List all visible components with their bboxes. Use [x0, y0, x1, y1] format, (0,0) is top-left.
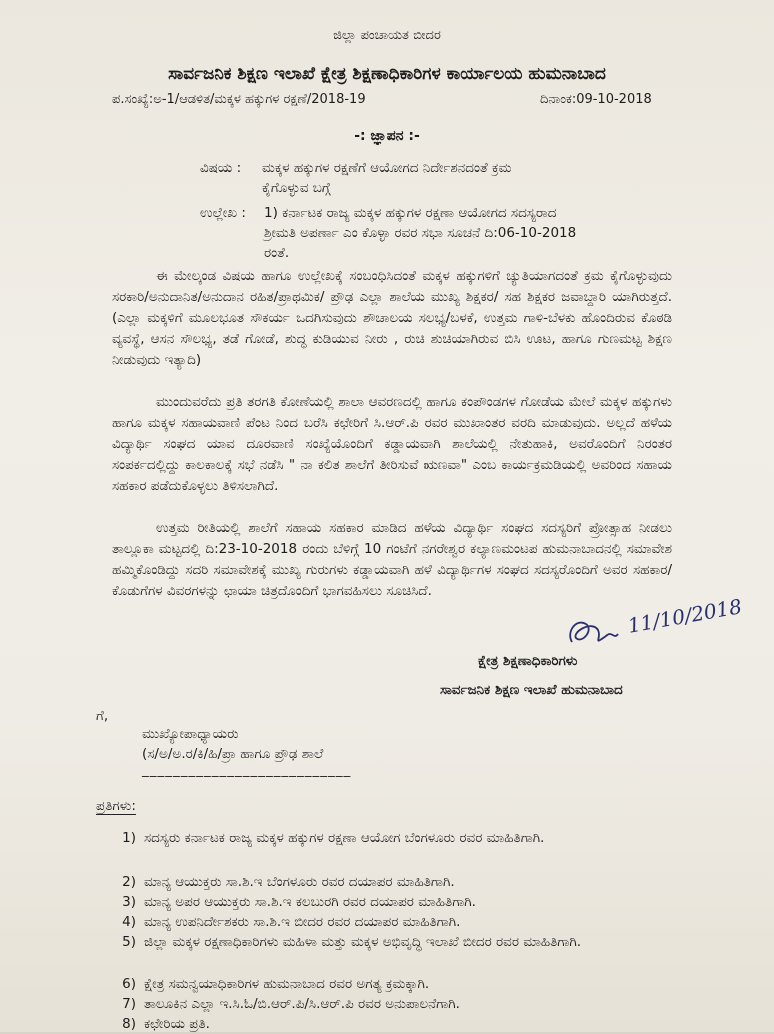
signatory-designation: ಕ್ಷೇತ್ರ ಶಿಕ್ಷಣಾಧಿಕಾರಿಗಳು — [478, 653, 578, 669]
office-name-heading: ಸಾರ್ವಜನಿಕ ಶಿಕ್ಷಣ ಇಲಾಖೆ ಕ್ಷೇತ್ರ ಶಿಕ್ಷಣಾಧಿಕಾರಿಗಳ ಕಾರ್ಯಾಲಯ ಹುಮನಾಬಾದ — [168, 64, 606, 84]
office-district-line: ಜಿಲ್ಲಾ ಪಂಚಾಯತ ಬೀದರ — [333, 28, 441, 43]
to-label: ಗೆ, — [96, 708, 109, 724]
body-paragraph-3: ಉತ್ತಮ ರೀತಿಯಲ್ಲಿ ಶಾಲೆಗೆ ಸಹಾಯ ಸಹಕಾರ ಮಾಡಿದ ಹಳೆಯ ವಿದ್ಯಾರ್ಥಿ ಸಂಘದ ಸದಸ್ಯರಿಗೆ ಪ್ರೋತ್ಸಾಹ ನೀಡಲು ತಾಲ್ಲೂಕಾ ಮಟ್ಟದಲ್ಲಿ ದಿ:23-10-2018 ರಂದು ಬೆಳಿಗ್ಗೆ 10 ಗಂಟೆಗೆ ನಗರೇಶ್ವರ ಕಲ್ಯಾಣಮಂಟಪ ಹುಮನಾಬಾದನಲ್ಲಿ ಸಮಾವೇಶ ಹಮ್ಮಿಕೊಂಡಿದ್ದು ಸದರಿ ಸಮಾವೇಶಕ್ಕೆ ಮುಖ್ಯ ಗುರುಗಳು ಕಡ್ಡಾಯವಾಗಿ ಹಳೆ ವಿದ್ಯಾರ್ಥಿಗಳ ಸಂಘದ ಸದಸ್ಯರೊಂದಿಗೆ ಅವರ ಸಹಕಾರ/ಕೊಡುಗೆಗಳ ವಿವರಗಳನ್ನು ಛಾಯಾ ಚಿತ್ರದೊಂದಿಗೆ ಭಾಗವಹಿಸಲು ಸೂಚಿಸಿದೆ. — [112, 520, 672, 599]
recipient: ಮುಖ್ಯೋಪಾಧ್ಯಾಯರು — [142, 726, 239, 742]
copy-item-number: 3) — [122, 894, 136, 910]
reference-line-1: 1) ಕರ್ನಾಟಕ ರಾಜ್ಯ ಮಕ್ಕಳ ಹಕ್ಕುಗಳ ರಕ್ಷಣಾ ಆಯೋಗದ ಸದಸ್ಯರಾದ — [264, 205, 557, 221]
recipient-blank-line: ___________________________ — [142, 762, 352, 778]
signatory-office: ಸಾರ್ವಜನಿಕ ಶಿಕ್ಷಣ ಇಲಾಖೆ ಹುಮನಾಬಾದ — [440, 682, 623, 698]
recipient-schools: (ಸ/ಅ/ಅ.ರ/ಕಿ/ಹಿ/ಪ್ರಾ ಹಾಗೂ ಪ್ರೌಢ ಶಾಲೆ — [142, 746, 324, 762]
copy-item-text: ಸದಸ್ಯರು ಕರ್ನಾಟಕ ರಾಜ್ಯ ಮಕ್ಕಳ ಹಕ್ಕುಗಳ ರಕ್ಷಣಾ ಆಯೋಗ ಬೆಂಗಳೂರು ರವರ ಮಾಹಿತಿಗಾಗಿ. — [144, 830, 545, 846]
copy-item-number: 6) — [122, 976, 136, 992]
copy-item-number: 1) — [122, 830, 136, 846]
body-paragraph-2: ಮುಂದುವರೆದು ಪ್ರತಿ ತರಗತಿ ಕೋಣೆಯಲ್ಲಿ ಶಾಲಾ ಆವರಣದಲ್ಲಿ ಹಾಗೂ ಕಂಪೌಂಡಗಳ ಗೋಡೆಯ ಮೇಲೆ ಮಕ್ಕಳ ಹಕ್ಕುಗಳು ಹಾಗೂ ಮಕ್ಕಳ ಸಹಾಯವಾಣಿ ಪೆಂಟ ನಿಂದ ಬರೆಸಿ ಕಛೇರಿಗೆ ಸಿ.ಆರ್.ಪಿ ರವರ ಮುಖಾಂತರ ವರದಿ ಮಾಡುವುದು. ಅಲ್ಲದೆ ಹಳೆಯ ವಿದ್ಯಾರ್ಥಿ ಸಂಘದ ಯಾವ ದೂರವಾಣಿ ಸಂಖ್ಯೆಯೊಂದಿಗೆ ಕಡ್ಡಾಯವಾಗಿ ಶಾಲೆಯಲ್ಲಿ ನೇತುಹಾಕಿ, ಅವರೊಂದಿಗೆ ನಿರಂತರ ಸಂಪರ್ಕದಲ್ಲಿದ್ದು ಕಾಲಕಾಲಕ್ಕೆ ಸಭೆ ನಡೆಸಿ " ನಾ ಕಲಿತ ಶಾಲೆಗೆ ತೀರಿಸುವೆ ಋಣವಾ" ಎಂಬ ಕಾರ್ಯಕ್ರಮಡಿಯಲ್ಲಿ ಅವರಿಂದ ಸಹಾಯ ಸಹಕಾರ ಪಡೆದುಕೊಳ್ಳಲು ತಿಳಿಸಲಾಗಿದೆ. — [112, 394, 672, 494]
reference-line-3: ರಂತೆ. — [264, 245, 290, 261]
copy-item-number: 8) — [122, 1016, 136, 1032]
copy-item-text: ಜಿಲ್ಲಾ ಮಕ್ಕಳ ರಕ್ಷಣಾಧಿಕಾರಿಗಳು ಮಹಿಳಾ ಮತ್ತು ಮಕ್ಕಳ ಅಭಿವೃದ್ಧಿ ಇಲಾಖೆ ಬೀದರ ರವರ ಮಾಹಿತಿಗಾಗಿ. — [144, 934, 582, 950]
document-date: ದಿನಾಂಕ:09-10-2018 — [540, 92, 652, 107]
signature-scribble — [562, 612, 622, 656]
copy-item-text: ಕಛೇರಿಯ ಪ್ರತಿ. — [144, 1016, 210, 1032]
copy-item-number: 2) — [122, 874, 136, 890]
copies-label: ಪ್ರತಿಗಳು: — [96, 798, 136, 814]
subject-label: ವಿಷಯ : — [200, 160, 242, 176]
reference-line-2: ಶ್ರೀಮತಿ ಅಪರ್ಣಾ ಎಂ ಕೊಳ್ಳಾ ರವರ ಸಭಾ ಸೂಚನೆ ದಿ:06-10-2018 — [264, 225, 577, 241]
subject-line-1: ಮಕ್ಕಳ ಹಕ್ಕುಗಳ ರಕ್ಷಣೆಗೆ ಆಯೋಗದ ನಿರ್ದೇಶನದಂತೆ ಕ್ರಮ — [262, 160, 512, 176]
copy-item-text: ಮಾನ್ಯ ಉಪನಿರ್ದೇಶಕರು ಸಾ.ಶಿ.ಇ ಬೀದರ ರವರ ದಯಾಪರ ಮಾಹಿತಿಗಾಗಿ. — [144, 914, 461, 930]
memo-title: -: ಜ್ಞಾಪನ :- — [354, 128, 420, 144]
copy-item-number: 4) — [122, 914, 136, 930]
copy-item-number: 7) — [122, 996, 136, 1012]
copy-item-text: ಮಾನ್ಯ ಆಯುಕ್ತರು ಸಾ.ಶಿ.ಇ ಬೆಂಗಳೂರು ರವರ ದಯಾಪರ ಮಾಹಿತಿಗಾಗಿ. — [144, 874, 455, 890]
reference-label: ಉಲ್ಲೇಖ : — [200, 205, 246, 221]
copy-item-text: ಮಾನ್ಯ ಅಪರ ಆಯುಕ್ತರು ಸಾ.ಶಿ.ಇ ಕಲಬುರಗಿ ರವರ ದಯಾಪರ ಮಾಹಿತಿಗಾಗಿ. — [144, 894, 476, 910]
copy-item-text: ಕ್ಷೇತ್ರ ಸಮನ್ವಯಾಧಿಕಾರಿಗಳ ಹುಮನಾಬಾದ ರವರ ಅಗತ್ಯ ಕ್ರಮಕ್ಕಾಗಿ. — [144, 976, 430, 992]
body-paragraph-1: ಈ ಮೇಲ್ಕಂಡ ವಿಷಯ ಹಾಗೂ ಉಲ್ಲೇಖಕ್ಕೆ ಸಂಬಂಧಿಸಿದಂತೆ ಮಕ್ಕಳ ಹಕ್ಕುಗಳಿಗೆ ಚ್ಯುತಿಯಾಗದಂತೆ ಕ್ರಮ ಕೈಗೊಳ್ಳುವುದು ಸರಕಾರಿ/ಅನುದಾನಿತ/ಅನುದಾನ ರಹಿತ/ಪ್ರಾಥಮಿಕ/ ಪ್ರೌಢ ಎಲ್ಲಾ ಶಾಲೆಯ ಮುಖ್ಯ ಶಿಕ್ಷಕರ/ ಸಹ ಶಿಕ್ಷಕರ ಜವಾಬ್ದಾರಿ ಯಾಗಿರುತ್ತದೆ. (ಎಲ್ಲಾ ಮಕ್ಕಳಿಗೆ ಮೂಲಭೂತ ಸೌಕರ್ಯ ಒದಗಿಸುವುದು ಶೌಚಾಲಯ ಸಲಭ್ಯ/ಬಳಕೆ, ಉತ್ತಮ ಗಾಳಿ-ಬೆಳಕು ಹೊಂದಿರುವ ಕೊಠಡಿ ವ್ಯವಸ್ಥೆ, ಆಸನ ಸೌಲಭ್ಯ, ತಡೆ ಗೋಡೆ, ಶುದ್ಧ ಕುಡಿಯುವ ನೀರು , ರುಚಿ ಶುಚಿಯಾಗಿರುವ ಬಿಸಿ ಊಟ, ಹಾಗೂ ಗುಣಮಟ್ಟ ಶಿಕ್ಷಣ ನೀಡುವುದು ಇತ್ಯಾದಿ) — [112, 268, 672, 368]
subject-line-2: ಕೈಗೊಳ್ಳುವ ಬಗ್ಗೆ — [262, 180, 331, 196]
handwritten-date: 11/10/2018 — [625, 594, 744, 638]
copy-item-number: 5) — [122, 934, 136, 950]
reference-number: ಪ.ಸಂಖ್ಯೆ:ಅ-1/ಆಡಳಿತ/ಮಕ್ಕಳ ಹಕ್ಕುಗಳ ರಕ್ಷಣೆ/2018-19 — [112, 92, 366, 107]
copy-item-text: ತಾಲೂಕಿನ ಎಲ್ಲಾ ಇ.ಸಿ.ಓ/ಬಿ.ಆರ್.ಪಿ/ಸಿ.ಆರ್.ಪಿ ರವರ ಅನುಪಾಲನೆಗಾಗಿ. — [144, 996, 460, 1012]
